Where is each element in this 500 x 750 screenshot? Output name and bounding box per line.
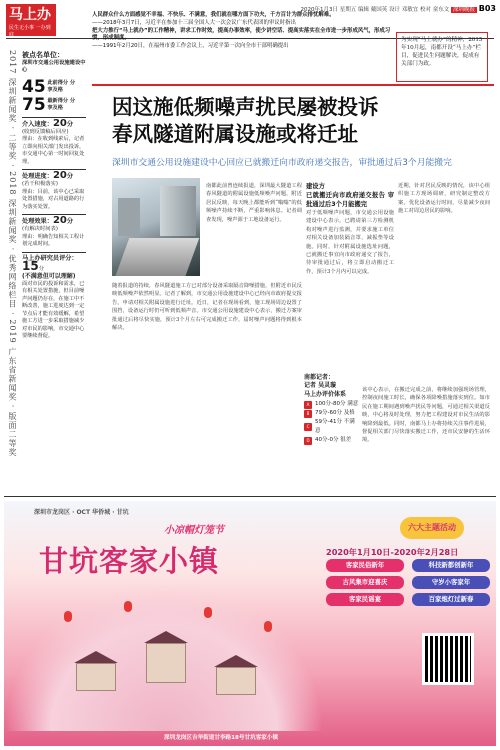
score-item: 介入速度：20分: [22, 117, 86, 129]
article-headline: 因这施低频噪声扰民屡被投诉 春风隧道附属设施或将迁址: [112, 95, 379, 146]
researcher-score-title: 马上办研究员评分：: [22, 252, 86, 263]
festival-name: 小凉帽灯笼节: [164, 525, 224, 536]
article-text-col2: 建设方 已就搬迁向市政府递交报告 审批通过后3个月能搬完 对于低频噪声问题，市交通公用设施建设中心表示，已聘请第三方检测机构对噪声进行监测，并要求施工单位对相关设备加装隔音罩、减振垫等设施。同时，针对附属设施选址问题，已就搬迁事宜向市政府递交了报告，待审批通过后，将立即启动搬迁工作，预计3个月内可以完成。: [306, 183, 394, 275]
score-item: 处理进度：20分: [22, 169, 86, 181]
leader-quote: 人民群众什么方面感觉不幸福、不快乐、不满意，我们就在哪方面下功夫，千方百计为群众排忧解难。 ——2018年3月7日，习近平在参加十三届全国人大一次会议广东代表团的审议时指出 把大力推行“马上就办”的工作精神，讲求工作时效，提高办事效率，使少讲空话、提高实落实在全市进一步形成风气，形成习惯，形成制度。 ——1991年2月20日，在福州市委工作会议上，习近平第一次向全市干部明确提出: [92, 12, 391, 50]
score-before: 45 此前得分 分享及格: [22, 76, 76, 97]
article-text-col3b: 该中心表示，在搬迁完成之前，将继续加强现场管理，控制夜间施工时长，确保各项降噪措施落实到位。如市民在施工期间遇到噪声扰民等问题，可通过相关渠道反映，中心将及时处理，努力把工程建设对市民生活的影响降到最低。同时，南都马上办将持续关注事件进展，督促相关部门尽快落实搬迁工作，还市民安静的生活环境。: [362, 387, 490, 444]
named-unit: 深圳市交通公用设施建设中心: [22, 59, 86, 73]
village-illustration: [4, 581, 324, 731]
activity-tag: 科技新都创新年: [412, 559, 490, 572]
activity-tag: 古风集市迎喜庆: [326, 576, 404, 589]
activity-tag: 百家炮灯过新春: [412, 593, 490, 606]
score-note: (收到反馈稿后回应): [22, 128, 69, 135]
rating-legend: [304, 400, 360, 445]
rating-row: D 40分-0分 很差: [304, 436, 360, 445]
researcher-score-reason: 面对市民的投诉和需求，已有相关处置措施，但目前噪声问题仍存在，在施工中不断改善，施工进度达到一定节点后才能有效缓解，希望施工方进一步采取措施减少对市民的影响，市交通中心要继续督促。: [22, 280, 85, 339]
score-reason: 理由：在收到线索后，记者立即向相关部门发出投诉，市交通中心第一时间回复处理。: [22, 136, 85, 165]
page-number: B03: [478, 4, 496, 13]
score-reason: 理由：目前，该中心已采取处置措施，对占用道路的行为落实处置。: [22, 188, 85, 210]
score-sidebar: [22, 52, 86, 341]
activities-badge: 六大主题活动: [400, 517, 464, 539]
column-intro-box: 为实现“马上就办”的精神，2015年10月起，南都开设“马上办”栏目，促进民生问题解决，促成有关部门为政。: [396, 32, 488, 82]
score-note: (有解决时间表): [22, 226, 58, 232]
rating-row: A 100分-80分 满意: [304, 400, 360, 409]
town-name: 甘坑客家小镇: [39, 544, 220, 578]
ad-divider: [4, 496, 496, 497]
ad-address: 深圳龙岗区吉华街道甘李路18号甘坑客家小镇: [164, 735, 279, 741]
score-reason: 理由：明确告知相关工程计划完成时间。: [22, 233, 85, 247]
activity-list: [326, 559, 492, 606]
rating-row: B 79分-60分 及格: [304, 409, 360, 418]
rating-row: C 59分-41分 不满意: [304, 418, 360, 436]
researcher-score: 15分: [22, 258, 45, 273]
article-text-col1b: 随着报道的持续，春风隧道施工方已对部分设备采取隔音降噪措施，但附近市民反映低频噪声依然明显。记者了解到，市交通公用设施建设中心已经向市政府提交报告，申请对相关附属设施进行迁址。近日，记者在现场看到，施工现场周边设置了围挡，设备运行时仍可听到低频声音。市交通公用设施建设中心表示，搬迁方案审批通过后将尽快实施，预计3个月左右可完成搬迁工作，届时噪声问题将得到根本解决。: [112, 283, 302, 332]
article-subheadline: 深圳市交通公用设施建设中心回应已就搬迁向市政府递交报告，审批通过后3个月能搬完: [112, 158, 452, 168]
sponsor-logos: 深圳市龙岗区 · OCT 华侨城 · 甘坑: [34, 509, 129, 516]
activity-tag: 客家民俗新年: [326, 559, 404, 572]
reporter-credit: 南都记者： 记者 吴灵璇 马上办评价体系: [304, 374, 347, 398]
score-note: (若干积极落实): [22, 181, 58, 187]
article-text-col1: 南都此前曾连续报道，深圳最大隧道工程春风隧道的附属设施低频噪声问题，附近居民反映，每天晚上都能听到“嗡嗡”的低频噪声持续不断，严重影响休息。记者调查发现，噪声源于工地设备运行。: [206, 183, 302, 223]
quote-divider: [92, 84, 494, 86]
column-logo: 马上办 民生无小事 一办到底: [6, 4, 56, 36]
score-after: 75 最新得分 分享及格: [22, 94, 76, 115]
qr-code: [422, 633, 474, 685]
activity-tag: 客家民谣宴: [326, 593, 404, 606]
construction-site-photo: [112, 178, 200, 276]
article-text-col3: 近期，针对居民反映的情况，该中心组织施工方现场调研，研究制定整改方案，优化设备运行时间，尽量减少夜间施工对周边居民的影响。: [398, 183, 490, 215]
researcher-score-note: (不满意但可以理解): [22, 273, 76, 280]
score-item: 处理效果：20分: [22, 214, 86, 226]
activity-tag: 守岁小客家年: [412, 576, 490, 589]
named-unit-label: 被点名单位：: [22, 51, 64, 59]
awards-vertical-text: 2017 深圳新闻奖 · 二等奖 · 2018 深圳新闻奖 · 优秀网络栏目 · 2019 广东省新闻奖 · 版面二等奖: [8, 50, 17, 457]
festival-advertisement: [4, 501, 496, 746]
festival-dates: 2020年1月10日-2020年2月28日: [326, 547, 459, 557]
date-line: 2020年1月3日 星期五 编辑 戴国英 设计 邓敏宜 校对 童东文 深圳晚报 B03: [300, 4, 496, 13]
